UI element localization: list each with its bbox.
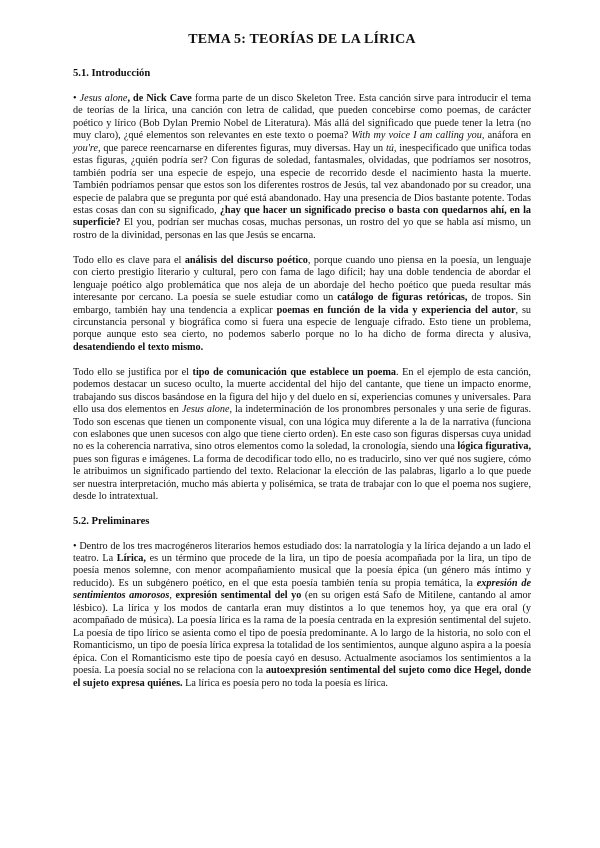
section-heading-preliminares: 5.2. Preliminares — [73, 516, 150, 528]
lyric-quote: With my voice I am calling you, — [351, 130, 485, 142]
paragraph-lirica: • Dentro de los tres macrogéneros literarios hemos estudiado dos: la narratología y la lírica dejando a un lado el teatro. La Lírica, es un término que procede de la lira, un tipo de poesía acompañada por la lira, un tipo de poesía menos solemne, con menor acompañamiento musical que la poesía épica (un género más íntimo y reducido). Es un subgénero poético, en el que esta poesía también tenía su propia temática, la expresión de sentimientos amorosos, expresión sentimental del yo (en su origen está Safo de Mitilene, cantando al amor lésbico). La lírica y los modos de cantarla eran muy distintos a lo que tenemos hoy, ya que era oral (y acompañado de música). La poesía lírica es la rama de la poesía centrada en la expresión sentimental del sujeto. La poesía de tipo lírico se asienta como el tipo de poesía predominante. A lo largo de la historia, no solo con el Romanticismo, un tipo de poesía lírica expresa la totalidad de los sentimientos, aunque alguno aspira a la poesía épica. Con el Romanticismo este tipo de poesía cayó en desuso. Actualmente asociamos los sentimientos a la poesía. La poesía social no se relaciona con la autoexpresión sentimental del sujeto como dice Hegel, donde el sujeto expresa quiénes. La lírica es poesía pero no toda la poesía es lírica. — [73, 540, 532, 689]
paragraph-analisis: Todo ello es clave para el análisis del discurso poético, porque cuando uno piensa en la poesía, un lenguaje con cierto prestigio literario y cultural, pero con fama de lago difícil; hay una doble tendencia de abordar el lenguaje poético algo problemática que nos aleja de un abordaje del hecho poético que pueda resultar más interesante por cercano. La poesía se suele estudiar como un catálogo de figuras retóricas, de tropos. Sin embargo, también hay una tendencia a explicar poemas en función de la vida y experiencia del autor, su circunstancia personal y biográfica como si fuera una especie de lenguaje cifrado. Esto tiene un problema, porque aunque esto sea cierto, no podemos saberlo porque no lo ha dicho de forma directa y alusiva, desatendiendo el texto mismo. — [73, 254, 532, 353]
document-page — [73, 34, 531, 702]
page-title: TEMA 5: TEORÍAS DE LA LÍRICA — [188, 32, 416, 47]
bullet: • — [73, 540, 77, 552]
section-heading-introduccion: 5.1. Introducción — [73, 68, 151, 80]
key-question: ¿hay que hacer un significado preciso o basta con quedarnos ahí, en la superficie? — [73, 204, 531, 229]
paragraph-comunicacion: Todo ello se justifica por el tipo de comunicación que establece un poema. En el ejemplo de esta canción, podemos destacar un suceso oculto, la muerte accidental del hijo del cantante, que tiene un impacto enorme, trabajando sus discos basándose en la figura del hijo y del duelo en sí, experiencias comunes y universales. Para ello usa dos elementos en Jesus alone, la indeterminación de los pronombres personales y una serie de figuras. Todo son escenas que tienen un componente visual, con una lógica muy diferente a la de la narrativa (funciona con eslabones que unen sucesos con algo que tiene cierto orden). En este caso son figuras dispersas cuya unidad no es la coherencia narrativa, sino otros elementos como la soledad, la cronología, siendo una lógica figurativa, pues son figuras e imágenes. La forma de decodificar todo ello, no es traducirlo, sino ver qué nos sugiere, cómo le atribuimos un significado partiendo del texto. Relacionar la elección de las palabras, ligarlo a lo que puede ser nuestra interpretación, mucho más abierta y polisémica, se trata de trabajar con lo que el poema nos sugiere, desde lo intratextual. — [73, 366, 531, 503]
song-title: Jesus alone — [79, 92, 128, 104]
bullet: • — [73, 92, 77, 104]
artist-credit: , de Nick Cave — [127, 92, 192, 104]
lyric-word: tú, — [385, 142, 397, 154]
paragraph-jesus-alone: • Jesus alone, de Nick Cave forma parte de un disco Skeleton Tree. Esta canción sirve para introducir el tema de teorías de la lírica, una canción con letra de calidad, que pueden concebirse como poemas, de carácter poético y lírico (Bob Dylan Premio Nobel de Literatura). Más allá del significado que puede tener la letra (no muy claro), ¿qué elementos son relevantes en este texto o poema? With my voice I am calling you, anáfora en you're, que parece reencarnarse en diferentes figuras, muy diversas. Hay un tú, inespecificado que unifica todas estas figuras, ¿quién podría ser? Con figuras de soledad, fantasmales, olvidadas, que podríamos ser nosotros, también podría ser una especie de espejo, una especie de recorrido desde el nacimiento hasta la muerte. También podríamos pensar que estos son los diferentes rostros de Jesús, tal vez abandonado por su creador, una especie de palabra que se pregunta por qué está abandonado. Hay una presencia de Dios bastante potente. Todas estas cosas dan con su significado, ¿hay que hacer un significado preciso o basta con quedarnos ahí, en la superficie? El you, podrían ser muchas cosas, muchas personas, un rostro del yo que se habla así mismo, un rostro de la divinidad, personas en las que Jesús se encarna. — [73, 92, 532, 241]
lyric-word: you're, — [73, 142, 101, 154]
